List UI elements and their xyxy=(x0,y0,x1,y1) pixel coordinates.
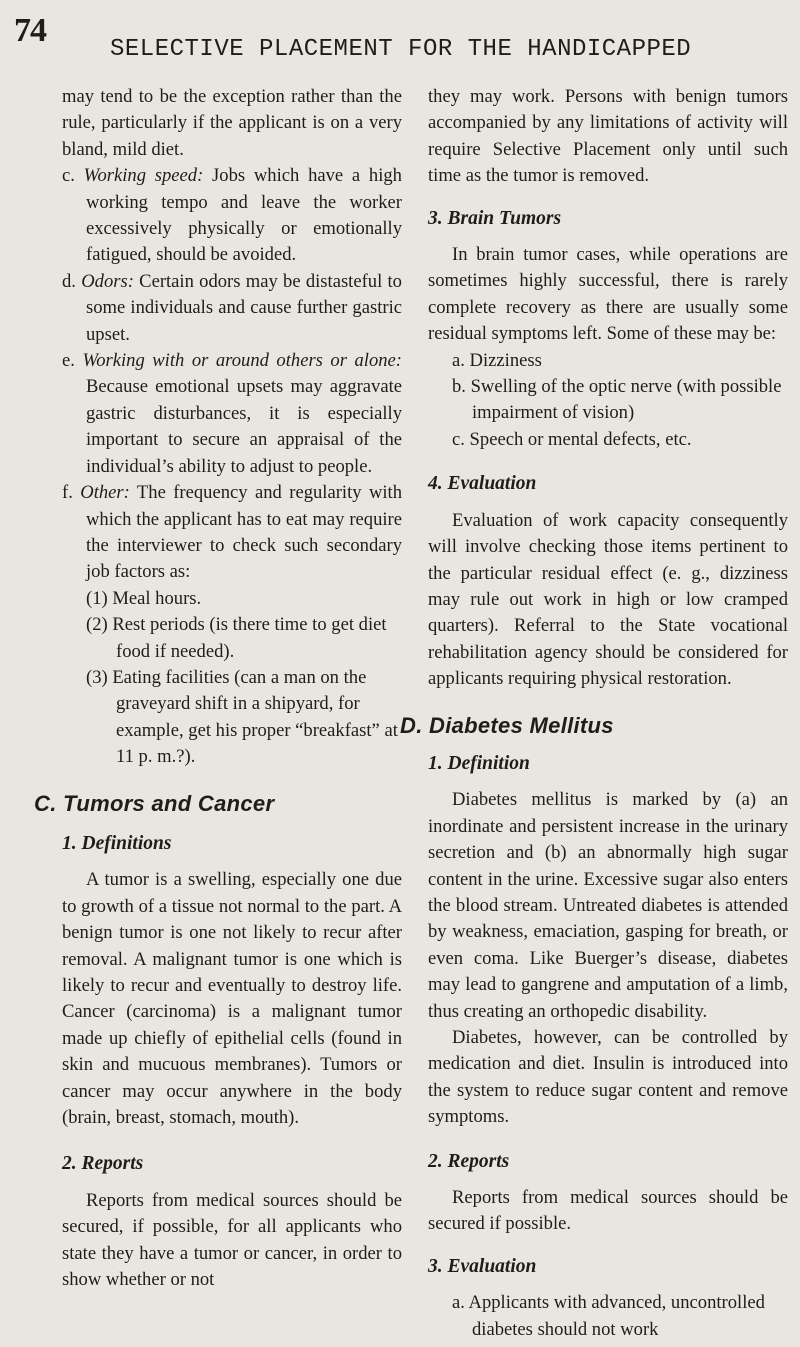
diabetes-definition-paragraph: Diabetes mellitus is marked by (a) an inordinate and persistent increase in the urinary secretion and (b) an abnormally high sugar content in the urine. Excessive sugar also enters the blood stream. Untreated diabetes is attended by weakness, emaciation, gasping for breath, or even coma. Like Buerger’s disease, diabetes may lead to gangrene and amputation of a limb, thus creating an orthopedic disability. xyxy=(428,789,788,1022)
sub-item-rest-periods: (2) Rest periods (is there time to get diet food if needed). xyxy=(86,614,387,662)
reports-paragraph: Reports from medical sources should be secured, if possible, for all applicants who state they have a tumor or cancer, in order to show whether or not xyxy=(62,1189,402,1291)
item-text: Certain odors may be distasteful to some individuals and cause further gastric upset. xyxy=(86,270,402,345)
definitions-paragraph: A tumor is a swelling, especially one due to growth of a tissue not normal to the part. A benign tumor is one not likely to recur after removal. A malignant tumor is one which is likely to recur and eventually to destroy life. Cancer (carcinoma) is a malignant tumor made up chiefly of epithelial cells (found in skin and mucuous membranes). Tumors or cancer may occur anywhere in the body (brain, breast, stomach, mouth). xyxy=(62,869,402,1129)
section-heading-tumors: C. Tumors and Cancer xyxy=(34,790,275,816)
subheading-definitions: 1. Definitions xyxy=(62,832,172,854)
subheading-diabetes-evaluation: 3. Evaluation xyxy=(428,1255,537,1277)
subheading-diabetes-reports: 2. Reports xyxy=(428,1150,510,1172)
intro-paragraph: may tend to be the exception rather than the rule, particularly if the applicant is on a very bland, mild diet. xyxy=(62,86,402,160)
item-marker: e. xyxy=(62,350,75,372)
subheading-evaluation: 4. Evaluation xyxy=(428,473,537,495)
item-heading: Odors: xyxy=(81,270,134,292)
item-text: The frequency and regularity with which the applicant has to eat may require the interviewer to check such secondary job factors as: xyxy=(86,482,402,583)
subheading-definition: 1. Definition xyxy=(428,752,530,774)
item-marker: d. xyxy=(62,270,76,292)
list-item-working-with-others xyxy=(62,348,402,480)
right-column xyxy=(400,84,788,1343)
evaluation-paragraph: Evaluation of work capacity consequently will involve checking those items pertinent to the particular residual effect (e. g., dizziness may rule out work in high or low cramped quarters). Referral to the State vocational rehabilitation agency should be considered for applicants requiring physical restoration. xyxy=(428,509,788,690)
item-heading: Working with or around others or alone: xyxy=(82,350,402,372)
continuation-paragraph: they may work. Persons with benign tumors accompanied by any limitations of activity will require Selective Placement only until such time as the tumor is removed. xyxy=(428,86,788,187)
item-marker: f. xyxy=(62,482,73,504)
list-item-other xyxy=(62,480,402,586)
brain-item-dizziness: a. Dizziness xyxy=(452,349,542,371)
left-column xyxy=(34,84,402,1293)
brain-item-speech: c. Speech or mental defects, etc. xyxy=(452,428,692,450)
diabetes-evaluation-item-a: a. Applicants with advanced, uncontrolled diabetes should not work xyxy=(452,1292,765,1340)
diabetes-control-paragraph: Diabetes, however, can be controlled by medication and diet. Insulin is introduced into the system to reduce sugar content and remove symptoms. xyxy=(428,1027,788,1128)
diabetes-reports-paragraph: Reports from medical sources should be secured if possible. xyxy=(428,1187,788,1235)
item-heading: Working speed: xyxy=(83,165,204,187)
item-text: Jobs which have a high working tempo and leave the worker excessively physically or emotionally fatigued, should be avoided. xyxy=(86,165,402,266)
item-text: Because emotional upsets may aggravate gastric disturbances, it is especially important to secure an appraisal of the individual’s ability to adjust to people. xyxy=(86,376,402,477)
item-heading: Other: xyxy=(80,482,130,504)
section-heading-diabetes: D. Diabetes Mellitus xyxy=(400,712,614,738)
running-header: SELECTIVE PLACEMENT FOR THE HANDICAPPED xyxy=(110,36,692,63)
list-item-working-speed xyxy=(62,163,402,269)
item-marker: c. xyxy=(62,165,75,187)
sub-item-eating-facilities: (3) Eating facilities (can a man on the graveyard shift in a shipyard, for example, get his proper “breakfast” at 11 p. m.?). xyxy=(86,666,398,768)
subheading-reports: 2. Reports xyxy=(62,1153,144,1175)
page-number: 74 xyxy=(14,12,46,49)
list-item-odors xyxy=(62,269,402,348)
sub-item-meal-hours: (1) Meal hours. xyxy=(86,587,202,609)
brain-tumors-paragraph: In brain tumor cases, while operations are sometimes highly successful, there is rarely complete recovery as there are usually some residual symptoms left. Some of these may be: xyxy=(428,244,788,345)
subheading-brain-tumors: 3. Brain Tumors xyxy=(428,207,562,229)
brain-item-optic-nerve: b. Swelling of the optic nerve (with possible impairment of vision) xyxy=(452,376,782,424)
